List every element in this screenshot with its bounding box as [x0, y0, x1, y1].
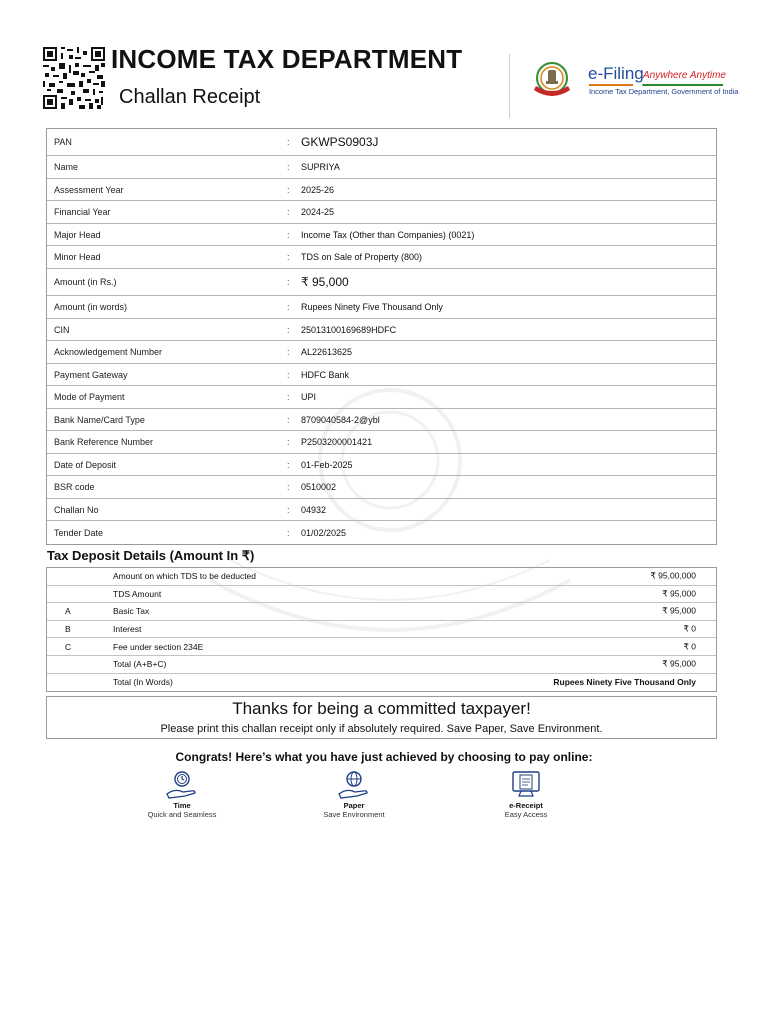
- tender-date-value: 01/02/2025: [301, 527, 347, 538]
- detail-row-payment-gateway: [47, 364, 716, 386]
- table-row: [47, 586, 716, 604]
- assessment-year-value: 2025-26: [301, 184, 335, 195]
- table-row: [47, 638, 716, 656]
- detail-label: Mode of Payment: [54, 392, 125, 402]
- row-amount: ₹ 95,000: [662, 605, 696, 616]
- detail-label: Name: [54, 162, 79, 172]
- separator-colon: :: [287, 162, 290, 172]
- row-code: A: [65, 606, 71, 617]
- separator-colon: :: [287, 504, 290, 515]
- tax-deposit-title: Tax Deposit Details (Amount In ₹): [47, 548, 255, 563]
- bsr-code-value: 0510002: [301, 482, 337, 492]
- separator-colon: :: [287, 324, 290, 335]
- payment-mode-value: UPI: [301, 392, 317, 402]
- detail-row-name: [47, 156, 716, 179]
- detail-row-cin: [47, 319, 716, 341]
- amount-words-value: Rupees Ninety Five Thousand Only: [301, 302, 443, 312]
- separator-colon: :: [287, 302, 290, 312]
- benefit-subtitle: Save Environment: [323, 810, 385, 819]
- detail-row-amount: [47, 269, 716, 296]
- benefit-subtitle: Quick and Seamless: [147, 810, 217, 819]
- separator-colon: :: [287, 207, 290, 217]
- minor-head-value: TDS on Sale of Property (800): [301, 252, 423, 262]
- detail-row-acknowledgement: [47, 341, 716, 364]
- separator-colon: :: [287, 459, 290, 470]
- benefit-title: Paper: [343, 801, 365, 810]
- separator-colon: :: [287, 392, 290, 402]
- detail-row-financial-year: [47, 201, 716, 224]
- separator-colon: :: [287, 527, 290, 538]
- challan-no-value: 04932: [301, 504, 327, 515]
- detail-label: Assessment Year: [54, 184, 124, 195]
- efiling-logo: [532, 60, 739, 102]
- detail-row-minor-head: [47, 246, 716, 269]
- benefit-title: e-Receipt: [509, 801, 543, 810]
- row-amount: Rupees Ninety Five Thousand Only: [553, 677, 696, 688]
- benefit-title: Time: [173, 801, 191, 810]
- detail-row-assessment-year: [47, 179, 716, 201]
- efiling-subtext: Income Tax Department, Government of India: [589, 87, 739, 96]
- bank-reference-value: P2503200001421: [301, 437, 373, 447]
- row-amount: ₹ 0: [683, 623, 696, 634]
- receipt-subtitle: Challan Receipt: [119, 86, 261, 108]
- detail-label: BSR code: [54, 482, 95, 492]
- efiling-wordmark: e-Filing: [588, 64, 644, 83]
- major-head-value: Income Tax (Other than Companies) (0021): [301, 229, 475, 240]
- thanks-box: [46, 696, 717, 739]
- detail-row-bank-name: [47, 409, 716, 431]
- benefit-paper: [294, 770, 414, 819]
- detail-row-payment-mode: [47, 386, 716, 409]
- detail-label: Bank Reference Number: [54, 437, 154, 447]
- payment-gateway-value: HDFC Bank: [301, 369, 350, 380]
- row-amount: ₹ 95,000: [662, 658, 696, 669]
- separator-colon: :: [287, 347, 290, 357]
- qr-code-icon: [43, 47, 105, 109]
- row-amount: ₹ 95,00,000: [650, 570, 696, 581]
- cin-value: 25013100169689HDFC: [301, 324, 397, 335]
- table-row: [47, 674, 716, 692]
- benefit-ereceipt: [466, 770, 586, 819]
- detail-row-date-of-deposit: [47, 454, 716, 476]
- detail-label: PAN: [54, 137, 72, 147]
- separator-colon: :: [287, 414, 290, 425]
- row-description: Amount on which TDS to be deducted: [113, 571, 257, 582]
- detail-label: Amount (in Rs.): [54, 277, 117, 287]
- separator-colon: :: [287, 252, 290, 262]
- pan-value: GKWPS0903J: [301, 135, 379, 149]
- row-amount: ₹ 95,000: [662, 588, 696, 599]
- date-of-deposit-value: 01-Feb-2025: [301, 459, 353, 470]
- detail-label: Acknowledgement Number: [54, 347, 163, 357]
- detail-label: Bank Name/Card Type: [54, 414, 145, 425]
- row-description: Basic Tax: [113, 606, 150, 617]
- detail-row-pan: [47, 129, 716, 156]
- receipt-header: [0, 0, 768, 126]
- separator-colon: :: [287, 369, 290, 380]
- row-description: Total (A+B+C): [113, 659, 167, 670]
- congrats-text: Congrats! Here’s what you have just achieved by choosing to pay online:: [175, 750, 593, 764]
- separator-colon: :: [287, 229, 290, 240]
- row-description: Interest: [113, 624, 142, 635]
- header-divider: [509, 54, 510, 118]
- row-description: Total (In Words): [113, 677, 173, 688]
- benefit-subtitle: Easy Access: [504, 810, 548, 819]
- table-row: [47, 568, 716, 586]
- detail-label: Tender Date: [54, 527, 104, 538]
- detail-row-amount-words: [47, 296, 716, 319]
- name-value: SUPRIYA: [301, 162, 340, 172]
- emblem-icon: [532, 60, 584, 102]
- row-description: Fee under section 234E: [113, 641, 204, 652]
- detail-row-bsr-code: [47, 476, 716, 499]
- detail-label: Challan No: [54, 504, 99, 515]
- detail-row-major-head: [47, 224, 716, 246]
- detail-label: Major Head: [54, 229, 101, 240]
- benefit-time: [122, 770, 242, 819]
- department-title: INCOME TAX DEPARTMENT: [111, 44, 463, 74]
- thanks-heading: Thanks for being a committed taxpayer!: [232, 699, 531, 718]
- detail-row-bank-reference: [47, 431, 716, 454]
- row-amount: ₹ 0: [683, 641, 696, 652]
- separator-colon: :: [287, 137, 290, 147]
- detail-label: Date of Deposit: [54, 459, 117, 470]
- separator-colon: :: [287, 437, 290, 447]
- separator-colon: :: [287, 184, 290, 195]
- globe-hand-icon: [337, 770, 371, 800]
- row-code: C: [65, 641, 72, 652]
- detail-label: Amount (in words): [54, 302, 128, 312]
- detail-label: Payment Gateway: [54, 369, 128, 380]
- bank-name-value: 8709040584-2@ybl: [301, 414, 380, 425]
- row-description: TDS Amount: [113, 588, 162, 599]
- challan-details-table: [46, 128, 717, 545]
- separator-colon: :: [287, 482, 290, 492]
- detail-label: CIN: [54, 324, 70, 335]
- detail-row-challan-no: [47, 499, 716, 521]
- table-row: [47, 656, 716, 674]
- amount-value: ₹ 95,000: [301, 275, 349, 289]
- document-computer-icon: [509, 770, 543, 800]
- row-code: B: [65, 624, 71, 635]
- table-row: [47, 621, 716, 639]
- tax-deposit-table: [46, 567, 717, 692]
- table-row: [47, 603, 716, 621]
- detail-label: Financial Year: [54, 207, 111, 217]
- thanks-subtext: Please print this challan receipt only if absolutely required. Save Paper, Save Environment.: [160, 723, 603, 735]
- acknowledgement-value: AL22613625: [301, 347, 353, 357]
- efiling-tagline: Anywhere Anytime: [643, 70, 726, 81]
- financial-year-value: 2024-25: [301, 207, 335, 217]
- clock-hand-icon: [165, 770, 199, 800]
- tricolor-rule: [589, 84, 723, 86]
- detail-label: Minor Head: [54, 252, 101, 262]
- separator-colon: :: [287, 277, 290, 287]
- detail-row-tender-date: [47, 521, 716, 544]
